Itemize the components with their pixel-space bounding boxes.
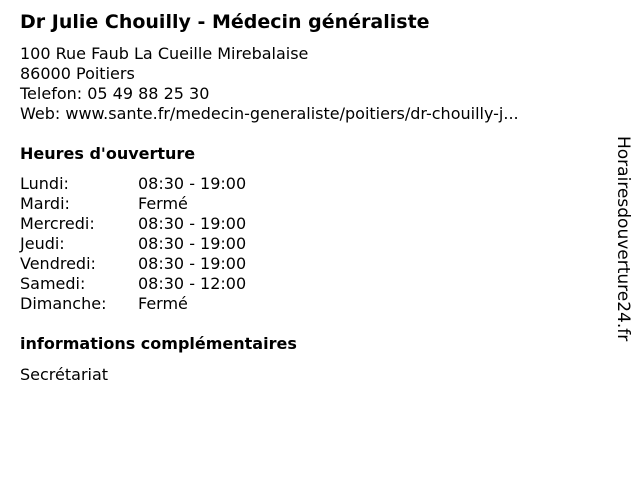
phone-number: Telefon: 05 49 88 25 30: [20, 84, 210, 103]
additional-info-heading: informations complémentaires: [20, 334, 297, 353]
site-watermark: [612, 136, 634, 346]
hours-row-thursday: [20, 234, 246, 254]
day-hours: 08:30 - 19:00: [138, 254, 247, 273]
hours-row-wednesday: [20, 214, 246, 234]
day-hours: 08:30 - 19:00: [138, 234, 247, 253]
day-label: Vendredi:: [20, 254, 96, 273]
hours-row-tuesday: [20, 194, 246, 214]
page-title: Dr Julie Chouilly - Médecin généraliste: [20, 11, 430, 33]
day-label: Dimanche:: [20, 294, 107, 313]
hours-row-monday: [20, 174, 246, 194]
watermark-text: Horairesdouverture24.fr: [613, 136, 633, 342]
day-hours: Fermé: [138, 294, 188, 313]
day-hours: 08:30 - 19:00: [138, 174, 247, 193]
hours-row-saturday: [20, 274, 246, 294]
day-label: Mercredi:: [20, 214, 95, 233]
contact-block: [20, 44, 519, 124]
opening-hours-heading: Heures d'ouverture: [20, 144, 196, 163]
day-label: Lundi:: [20, 174, 69, 193]
address-street: 100 Rue Faub La Cueille Mirebalaise: [20, 44, 309, 63]
opening-hours-table: [20, 174, 246, 314]
additional-info-text: Secrétariat: [20, 365, 109, 384]
address-city: 86000 Poitiers: [20, 64, 135, 83]
day-hours: 08:30 - 12:00: [138, 274, 247, 293]
day-label: Samedi:: [20, 274, 86, 293]
hours-row-friday: [20, 254, 246, 274]
hours-row-sunday: [20, 294, 246, 314]
day-hours: 08:30 - 19:00: [138, 214, 247, 233]
website-link[interactable]: Web: www.sante.fr/medecin-generaliste/poitiers/dr-chouilly-j...: [20, 104, 519, 123]
day-label: Jeudi:: [20, 234, 65, 253]
day-label: Mardi:: [20, 194, 70, 213]
day-hours: Fermé: [138, 194, 188, 213]
